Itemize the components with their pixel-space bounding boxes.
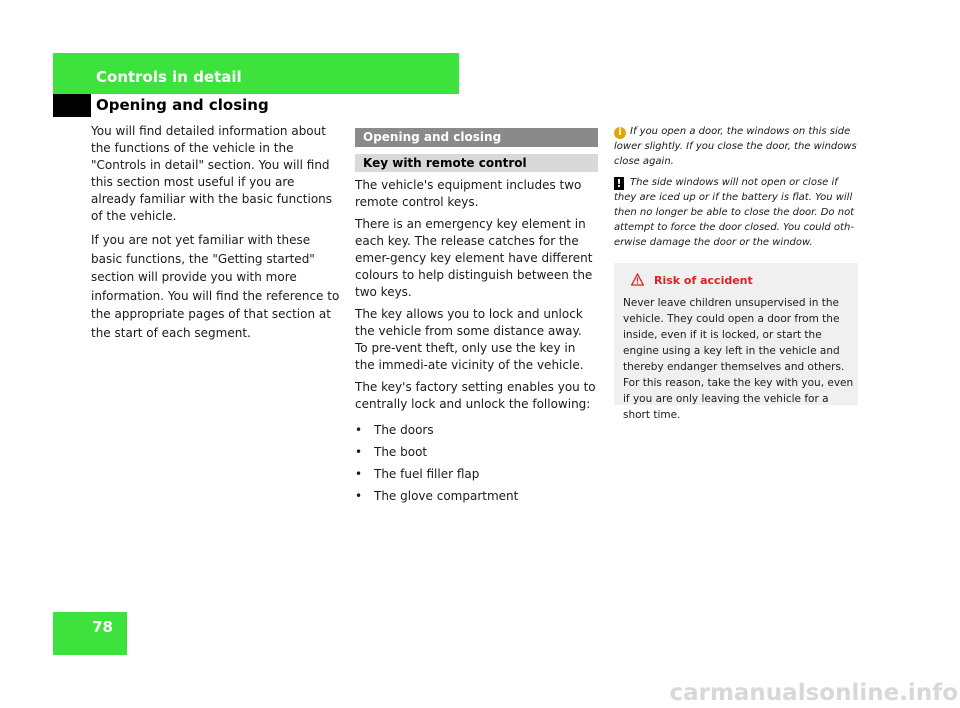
page-heading: Opening and closing bbox=[96, 96, 269, 114]
warning-title: Risk of accident bbox=[654, 274, 753, 287]
list-item: • The fuel filler flap bbox=[355, 463, 598, 485]
key-paragraph-4: The key's factory setting enables you to centrally lock and unlock the following: bbox=[355, 380, 596, 411]
warning-triangle-icon bbox=[631, 273, 644, 286]
intro-column bbox=[91, 123, 341, 348]
info-note: i If you open a door, the windows on this side lower slightly. If you close the door, the windows close again. bbox=[614, 126, 857, 167]
page-number: 78 bbox=[92, 618, 113, 636]
info-icon: i bbox=[614, 127, 626, 139]
notes-column bbox=[614, 124, 860, 256]
bullet-icon: • bbox=[355, 467, 363, 481]
section-title: Controls in detail bbox=[96, 68, 242, 86]
caution-note: ! The side windows will not open or close if they are iced up or if the battery is flat. You will then no longer be able to close the door. Do not attempt to force the door closed. You could oth-erwise damage the door or the window. bbox=[614, 177, 855, 248]
exclamation-icon: ! bbox=[614, 177, 624, 190]
key-paragraph-1: The vehicle's equipment includes two remote control keys. bbox=[355, 178, 582, 209]
list-item: • The doors bbox=[355, 419, 598, 441]
intro-paragraph-1: You will find detailed information about the functions of the vehicle in the "Controls in detail" section. You will find this section most useful if you are already familiar with the basic functions of the vehicle. bbox=[91, 124, 333, 223]
section-tab-marker bbox=[53, 94, 91, 117]
section-header: Opening and closing bbox=[355, 128, 598, 147]
bullet-icon: • bbox=[355, 445, 363, 459]
warning-box bbox=[614, 263, 858, 421]
lockable-items-list bbox=[355, 419, 598, 507]
page-number-box bbox=[53, 612, 127, 655]
intro-paragraph-2: If you are not yet familiar with these basic functions, the "Getting started" section will provide you with more information. You will find the reference to the appropriate pages of that section at the start of each segment. bbox=[91, 233, 340, 340]
list-item: • The glove compartment bbox=[355, 485, 598, 507]
bullet-icon: • bbox=[355, 423, 363, 437]
warning-header bbox=[631, 273, 753, 288]
key-paragraph-3: The key allows you to lock and unlock the vehicle from some distance away. To pre-vent theft, only use the key in the immedi-ate vicinity of the vehicle. bbox=[355, 307, 584, 372]
list-item: • The boot bbox=[355, 441, 598, 463]
warning-text: Never leave children unsupervised in the vehicle. They could open a door from the inside, even if it is locked, or start the engine using a key left in the vehicle and thereby endanger themselves and others. For this reason, take the key with you, even if you are only leaving the vehicle for a short time. bbox=[623, 297, 854, 421]
watermark: carmanualsonline.info bbox=[669, 680, 958, 706]
sub-header: Key with remote control bbox=[355, 154, 598, 172]
key-column bbox=[355, 128, 598, 507]
bullet-icon: • bbox=[355, 489, 363, 503]
key-paragraph-2: There is an emergency key element in each key. The release catches for the emer-gency key element have different colours to help distinguish between the two keys. bbox=[355, 217, 593, 299]
